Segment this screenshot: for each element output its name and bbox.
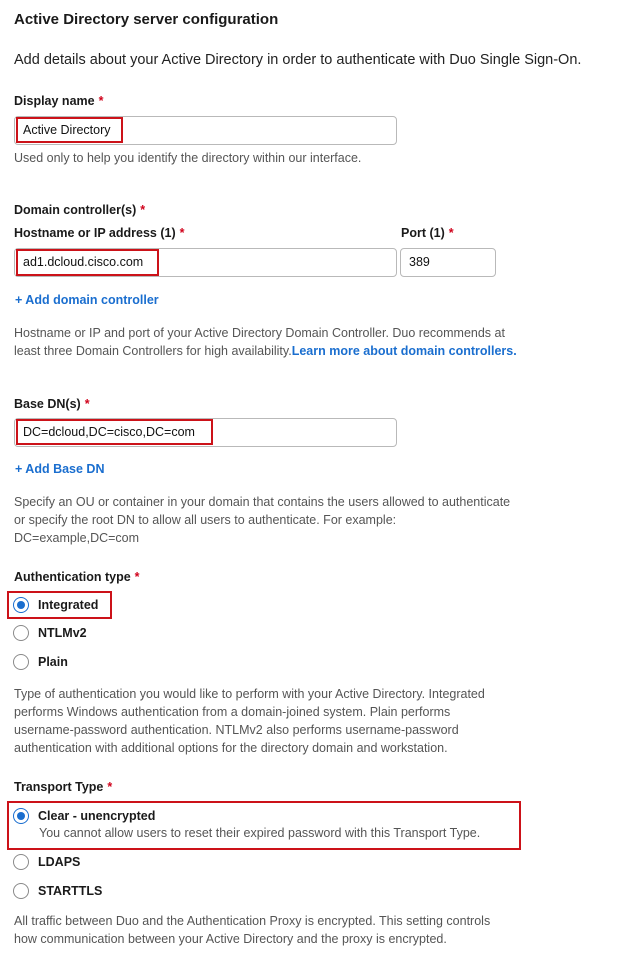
auth-type-help-line: performs Windows authentication from a domain-joined system. Plain performs: [14, 705, 451, 719]
hostname-value: ad1.dcloud.cisco.com: [23, 255, 144, 269]
transport-type-label: [14, 780, 112, 794]
hostname-label-text: Hostname or IP address (1): [14, 226, 176, 240]
display-name-input[interactable]: [14, 116, 397, 145]
transport-option-clear[interactable]: [13, 806, 155, 826]
transport-clear-note: You cannot allow users to reset their expired password with this Transport Type.: [39, 826, 481, 840]
display-name-label: [14, 94, 103, 108]
required-mark: *: [448, 226, 454, 240]
base-dn-label: [14, 397, 90, 411]
radio-selected-icon[interactable]: [13, 597, 29, 613]
auth-type-label: [14, 570, 140, 584]
add-domain-controller-link[interactable]: + Add domain controller: [15, 293, 159, 307]
auth-option-ntlmv2[interactable]: [13, 623, 87, 643]
base-dn-help-line: DC=example,DC=com: [14, 531, 140, 545]
transport-option-label: STARTTLS: [38, 884, 103, 898]
auth-type-help: [14, 685, 485, 757]
radio-unselected-icon[interactable]: [13, 854, 29, 870]
auth-option-plain[interactable]: [13, 652, 68, 672]
base-dn-help-line: or specify the root DN to allow all users to authenticate. For example:: [14, 513, 397, 527]
transport-option-label: Clear - unencrypted: [38, 809, 156, 823]
transport-type-help-line: All traffic between Duo and the Authentication Proxy is encrypted. This setting controls: [14, 914, 491, 928]
base-dn-input[interactable]: [14, 418, 397, 447]
required-mark: *: [140, 203, 146, 217]
auth-type-label-text: Authentication type: [14, 570, 131, 584]
required-mark: *: [98, 94, 104, 108]
page-title: Active Directory server configuration: [14, 11, 279, 28]
transport-type-help-line: how communication between your Active Directory and the proxy is encrypted.: [14, 932, 447, 946]
port-label-text: Port (1): [401, 226, 445, 240]
radio-unselected-icon[interactable]: [13, 654, 29, 670]
learn-more-domain-controllers-link[interactable]: Learn more about domain controllers.: [291, 344, 517, 358]
auth-type-help-line: authentication with additional options for the directory domain and workstation.: [14, 741, 448, 755]
domain-controller-help-line: [14, 342, 517, 360]
transport-type-label-text: Transport Type: [14, 780, 104, 794]
transport-type-help: [14, 912, 490, 948]
auth-option-integrated[interactable]: [13, 595, 98, 615]
domain-controllers-label: [14, 203, 145, 217]
display-name-value: Active Directory: [23, 123, 111, 137]
required-mark: *: [107, 780, 113, 794]
hostname-label: [14, 226, 185, 240]
auth-option-label: NTLMv2: [38, 626, 87, 640]
domain-controllers-label-text: Domain controller(s): [14, 203, 137, 217]
auth-option-label: Integrated: [38, 598, 99, 612]
required-mark: *: [84, 397, 90, 411]
required-mark: *: [134, 570, 140, 584]
port-input[interactable]: [400, 248, 496, 277]
auth-type-help-line: username-password authentication. NTLMv2 also performs username-password: [14, 723, 459, 737]
port-value: 389: [409, 255, 430, 269]
radio-selected-icon[interactable]: [13, 808, 29, 824]
auth-type-help-line: Type of authentication you would like to perform with your Active Directory. Integrated: [14, 687, 485, 701]
required-mark: *: [179, 226, 185, 240]
transport-option-starttls[interactable]: [13, 881, 102, 901]
hostname-input[interactable]: [14, 248, 397, 277]
radio-unselected-icon[interactable]: [13, 883, 29, 899]
base-dn-help: [14, 493, 510, 547]
intro-text: Add details about your Active Directory in order to authenticate with Duo Single Sign-On.: [14, 52, 582, 68]
add-base-dn-link[interactable]: + Add Base DN: [15, 462, 105, 476]
radio-unselected-icon[interactable]: [13, 625, 29, 641]
auth-option-label: Plain: [38, 655, 68, 669]
display-name-help: Used only to help you identify the directory within our interface.: [14, 151, 362, 165]
transport-option-ldaps[interactable]: [13, 852, 80, 872]
display-name-label-text: Display name: [14, 94, 95, 108]
port-label: [401, 226, 454, 240]
base-dn-label-text: Base DN(s): [14, 397, 81, 411]
transport-option-label: LDAPS: [38, 855, 81, 869]
domain-controller-help-text: least three Domain Controllers for high availability.: [14, 344, 292, 358]
domain-controller-help: [14, 324, 517, 360]
domain-controller-help-line: Hostname or IP and port of your Active Directory Domain Controller. Duo recommends at: [14, 326, 505, 340]
base-dn-help-line: Specify an OU or container in your domain that contains the users allowed to authenticate: [14, 495, 511, 509]
base-dn-value: DC=dcloud,DC=cisco,DC=com: [23, 425, 195, 439]
